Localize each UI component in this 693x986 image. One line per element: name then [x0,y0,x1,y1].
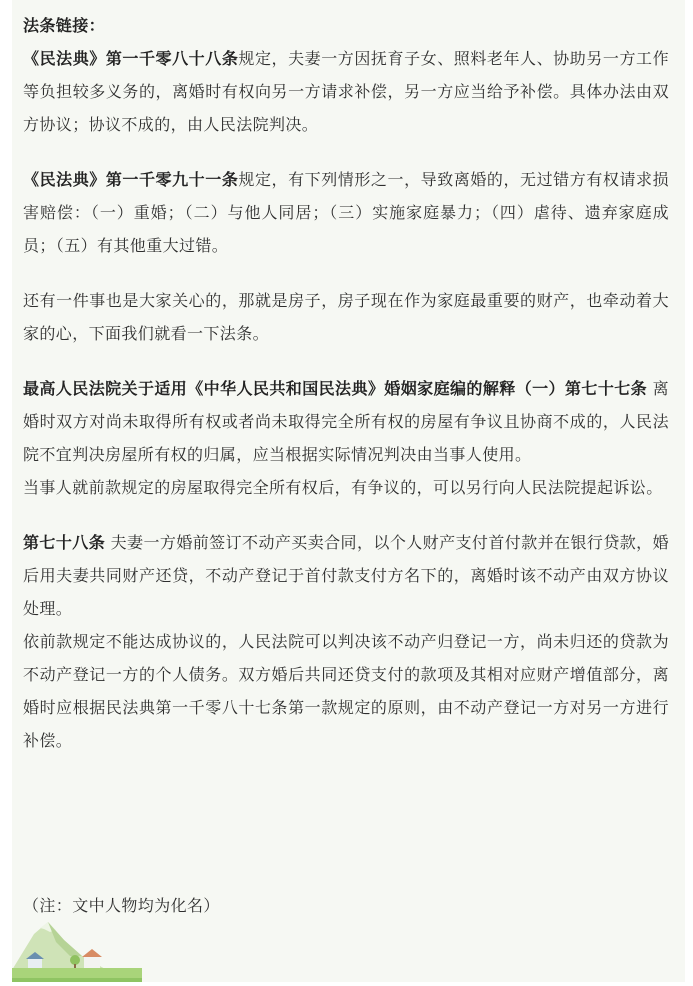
paragraph-text: 规定，夫妻一方因抚育子女、照料老年人、协助另一方工作等负担较多义务的，离婚时有权向另一方请求补偿，另一方应当给予补偿。具体办法由双方协议；协议不成的，由人民法院判决。 [23,49,669,134]
paragraph-article-1088 [23,42,669,141]
law-citation: 《民法典》第一千零八十八条 [23,49,239,68]
footnote: （注：文中人物均为化名） [23,896,220,915]
article-body [23,9,669,757]
paragraph-interpretation-77-second: 当事人就前款规定的房屋取得完全所有权后，有争议的，可以另行向人民法院提起诉讼。 [23,478,663,497]
house-left [28,958,42,968]
paragraph-article-78-second: 依前款规定不能达成协议的，人民法院可以判决该不动产归登记一方，尚未归还的贷款为不动产登记一方的个人债务。双方婚后共同还贷支付的款项及其相对应财产增值部分，离婚时应根据民法典第一千零八十七条第一款规定的原则，由不动产登记一方对另一方进行补偿。 [23,632,669,750]
law-citation: 最高人民法院关于适用《中华人民共和国民法典》婚姻家庭编的解释（一）第七十七条 [23,379,648,398]
house-right-roof [82,949,102,957]
article-card [12,0,685,982]
section-heading: 法条链接： [23,16,106,35]
law-citation: 第七十八条 [23,533,106,552]
law-citation: 《民法典》第一千零九十一条 [23,170,239,189]
paragraph-text: 规定，有下列情形之一，导致离婚的，无过错方有权请求损害赔偿：（一）重婚；（二）与他人同居；（三）实施家庭暴力；（四）虐待、遗弃家庭成员；（五）有其他重大过错。 [23,170,669,255]
paragraph-article-78 [23,526,669,625]
paragraph-text: 夫妻一方婚前签订不动产买卖合同，以个人财产支付首付款并在银行贷款，婚后用夫妻共同财产还贷，不动产登记于首付款支付方名下的，离婚时该不动产由双方协议处理。 [23,533,669,618]
ground-line [12,978,142,982]
paragraph-article-1091 [23,163,669,262]
tree [70,955,80,965]
paragraph-house-intro: 还有一件事也是大家关心的，那就是房子，房子现在作为家庭最重要的财产，也牵动着大家的心，下面我们就看一下法条。 [23,291,669,343]
house-right [84,956,100,968]
paragraph-text: 离婚时双方对尚未取得所有权或者尚未取得完全所有权的房屋有争议且协商不成的，人民法院不宜判决房屋所有权的归属，应当根据实际情况判决由当事人使用。 [23,379,670,464]
paragraph-interpretation-77 [23,372,669,471]
mountain-village-illustration [12,912,142,982]
